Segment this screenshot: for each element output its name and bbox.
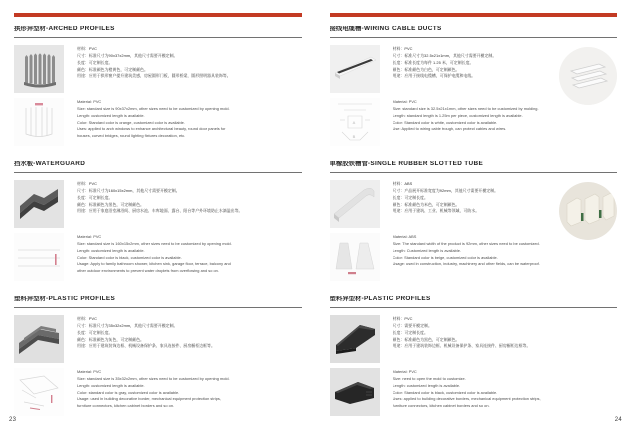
spec-line: 尺寸：标准尺寸为90x37x2mm，其他尺寸需要开模定制。	[77, 53, 178, 59]
spec-line: Size: The standard width of the product is 92mm, other sizes need to be customized.	[392, 241, 540, 247]
spec-line: Color: Standard color is beige, customized color is available.	[392, 254, 498, 260]
spec-line: 长度：可定制长度。	[77, 194, 113, 200]
spec-list-english	[380, 98, 618, 146]
page-accent-bar	[14, 13, 302, 17]
spec-line: 用途：应用于拱形窗户提升建筑美感，房屋圆形门板，圆形桥梁，圆形照明器具装饰等。	[77, 73, 231, 79]
spec-line: Usage: used in construction, industry, machinery and other fields, can be waterproof.	[392, 261, 540, 267]
catalog-page-right	[316, 0, 631, 431]
product-section-plastic-profiles-black	[330, 296, 618, 431]
spec-row-chinese	[330, 180, 618, 228]
spec-line: Length: customized length is available.	[77, 382, 145, 388]
product-inset-cable-duct	[559, 47, 617, 105]
spec-line: Length: standard length is 1.25m per piece, customized length is available.	[392, 112, 523, 118]
spec-line: 尺寸：标准尺寸为35x32x2mm，其他尺寸需要开模定制。	[77, 323, 178, 329]
spec-line: Color: Standard color is black, customized color is available.	[77, 254, 182, 260]
spec-line: 尺寸：标准尺寸为160x15x2mm，其他尺寸需要开模定制。	[77, 188, 180, 194]
spec-line: Size: standard size is 160x15x2mm, other sizes need to be customized by opening mold.	[77, 241, 232, 247]
spec-row-english	[14, 233, 302, 281]
section-title-en: -SINGLE RUBBER SLOTTED TUBE	[367, 161, 484, 167]
section-title-cn: 接线电缆槽	[329, 26, 362, 32]
spec-line: Use: Applied to wiring cable trough, can protect cables and wires.	[392, 126, 507, 132]
spec-row-english	[330, 233, 618, 281]
product-section-wiring-cable-ducts	[330, 26, 618, 161]
spec-line: Color: Standard color is white, customized color is available.	[392, 119, 498, 125]
section-title-cn: 挡水板	[14, 161, 34, 167]
spec-line: 颜色：标准颜色为灰色，可定制颜色。	[77, 336, 144, 342]
spec-line: Uses: applied to arch windows to enhance architectural beauty, round door panels for	[77, 126, 226, 132]
product-section-waterguard	[14, 161, 302, 296]
spec-line: Color: standard color is gray, customized color is available.	[77, 389, 180, 395]
spec-line: 材料：PVC	[77, 181, 97, 187]
section-title-cn: 塑料异型材	[14, 296, 46, 302]
section-title-cn: 单橡胶铁槽管	[329, 161, 368, 167]
product-photo-plastic-black	[330, 315, 380, 363]
spec-line: 用途：应用于建筑装饰边框、机械设备保护条、家具连接件、厨房橱柜边框等。	[392, 343, 531, 349]
title-divider	[14, 172, 302, 173]
product-photo-rubber-tube	[330, 180, 380, 228]
section-title-cn: 拱形异型材	[14, 26, 46, 32]
spec-line: 长度：可定制长度。	[392, 329, 428, 335]
product-section-arched-profiles	[14, 26, 302, 161]
spec-list-english	[380, 368, 618, 416]
spec-line: 用途：应用于建筑装饰边框、机械设备保护条、家具连接件、厨房橱柜边框等。	[77, 343, 215, 349]
spec-line: 尺寸：标准尺寸为32.5x21x1mm，其他尺寸需要开模定制。	[392, 53, 497, 59]
spec-line: 颜色：标准颜色为橙黄色，可定制颜色。	[77, 66, 148, 72]
spec-line: 颜色：标准颜色为白色，可定制颜色。	[392, 66, 460, 72]
spec-line: furniture connectors, kitchen cabinet borders and so on.	[392, 403, 490, 408]
section-title-en: -ARCHED PROFILES	[45, 26, 115, 32]
spec-line: Material: PVC	[77, 369, 102, 375]
spec-line: 颜色：标准颜色为米色，可定制颜色。	[392, 201, 460, 207]
spec-line: Size: standard size is 90x37x2mm, other sizes need to be customized by opening mold.	[77, 106, 230, 112]
section-title-en: -WATERGUARD	[33, 161, 86, 167]
spec-line: Usage: Apply to family bathroom shower, kitchen sink, garage floor, terrace, balcony and	[77, 261, 231, 267]
spec-row-chinese	[14, 45, 302, 93]
product-photo-plastic-gray	[14, 315, 64, 363]
spec-list-chinese	[64, 180, 302, 228]
page-sections-right	[330, 26, 618, 431]
spec-line: Usage: used in building decorative border, mechanical equipment protection strips,	[77, 396, 221, 402]
spec-line: Length: Customized length is available.	[392, 247, 461, 253]
spec-line: Material: PVC	[392, 369, 417, 375]
product-drawing-arched	[14, 98, 64, 146]
spec-line: 材料：PVC	[77, 316, 97, 322]
spec-line: Material: ABS	[392, 234, 417, 240]
spec-row-english	[330, 98, 618, 146]
section-title	[14, 296, 302, 302]
spec-line: 材料：ABS	[392, 181, 413, 187]
spec-row-chinese	[330, 315, 618, 363]
spec-line: Material: PVC	[77, 99, 102, 105]
title-divider	[14, 37, 302, 38]
svg-text:A: A	[352, 120, 355, 126]
spec-row-english	[14, 98, 302, 146]
spec-line: houses, curved bridges, round lighting fixtures decoration, etc.	[77, 133, 186, 138]
spec-list-english	[64, 233, 302, 281]
spec-line: other outdoor environments to prevent water droplets from overflowing and so on.	[77, 268, 219, 273]
section-title	[330, 26, 618, 32]
page-accent-bar	[330, 13, 618, 17]
svg-text:B: B	[352, 134, 355, 140]
spec-line: 用途：应用于接线电缆槽，可保护电缆和电线。	[392, 73, 476, 79]
spec-list-chinese	[64, 45, 302, 93]
spec-line: 用途：应用于建筑、工业、机械等领域，可防水。	[392, 208, 480, 214]
spec-line: 材料：PVC	[392, 316, 413, 322]
spec-line: Size: standard size is 35x32x2mm, other sizes need to be customized by opening mold.	[77, 376, 230, 382]
spec-line: furniture connectors, kitchen cabinet borders and so on.	[77, 403, 175, 408]
product-inset-rubber-tube	[559, 182, 617, 240]
spec-line: 长度：可定制长度。	[77, 329, 113, 335]
section-title	[330, 296, 618, 302]
product-drawing-waterguard	[14, 233, 64, 281]
product-photo-cable-duct	[330, 45, 380, 93]
spec-line: Length: customized length is available.	[392, 382, 461, 388]
product-drawing-plastic-gray	[14, 368, 64, 416]
section-title	[14, 161, 302, 167]
spec-line: 颜色：标准颜色为黑色，可定制颜色。	[392, 336, 460, 342]
spec-line: 长度：可定制长度。	[392, 194, 428, 200]
section-title-en: -PLASTIC PROFILES	[45, 296, 116, 302]
product-section-single-rubber-slotted-tube	[330, 161, 618, 296]
section-title	[330, 161, 618, 167]
spec-line: 材料：PVC	[392, 46, 413, 52]
title-divider	[330, 37, 618, 38]
spec-line: 尺寸：产品展开标准宽度为92mm，其他尺寸需要开模定制。	[392, 188, 499, 194]
title-divider	[330, 172, 618, 173]
product-photo-arched	[14, 45, 64, 93]
product-section-plastic-profiles-gray	[14, 296, 302, 431]
page-number-right: 24	[614, 417, 622, 423]
spec-list-chinese	[64, 315, 302, 363]
product-drawing-rubber-tube	[330, 233, 380, 281]
spec-list-chinese	[380, 315, 618, 363]
spec-line: 颜色：标准颜色为黑色，可定制颜色。	[77, 201, 144, 207]
spec-line: 用途：应用于家庭浴室淋浴间、厨房水池、车库地面、露台、阳台等户外环境防止水滴溢出等。	[77, 208, 243, 214]
spec-row-chinese	[330, 45, 618, 93]
spec-line: Size: need to open the mold to customize.	[392, 376, 466, 382]
spec-list-english	[64, 368, 302, 416]
section-title-en: -PLASTIC PROFILES	[361, 296, 431, 302]
page-sections-left	[14, 26, 302, 431]
spec-line: Uses: applied to building decorative borders, mechanical equipment protection strips,	[392, 396, 541, 402]
spec-line: 长度：可定制长度。	[77, 59, 113, 65]
page-number-left: 23	[9, 417, 17, 423]
spec-row-chinese	[14, 315, 302, 363]
title-divider	[14, 307, 302, 308]
spec-row-english	[14, 368, 302, 416]
product-photo-waterguard	[14, 180, 64, 228]
product-drawing-cable-duct	[330, 98, 380, 146]
spec-line: Length: customized length is available.	[77, 247, 145, 253]
spec-row-chinese	[14, 180, 302, 228]
title-divider	[330, 307, 618, 308]
spec-line: Material: PVC	[77, 234, 102, 240]
product-drawing-plastic-black	[330, 368, 380, 416]
spec-line: Color: Standard color is black, customized color is available.	[392, 389, 498, 395]
spec-list-english	[380, 233, 618, 281]
spec-line: Size: standard size is 32.5x21x1mm, other sizes need to be customized by molding.	[392, 106, 539, 112]
spec-row-english	[330, 368, 618, 416]
spec-line: 材料：PVC	[77, 46, 97, 52]
spec-line: Color: Standard color is orange, customized color is available.	[77, 119, 185, 125]
section-title	[14, 26, 302, 32]
spec-list-english	[64, 98, 302, 146]
spec-line: Material: PVC	[392, 99, 417, 105]
spec-line: Length: customized length is available.	[77, 112, 145, 118]
section-title-en: -WIRING CABLE DUCTS	[361, 26, 442, 32]
section-title-cn: 塑料异型材	[329, 296, 362, 302]
spec-line: 尺寸：需要开模定制。	[392, 323, 432, 329]
spec-line: 长度：标准长度为每件 1.25 米，可定制长度。	[392, 59, 474, 65]
